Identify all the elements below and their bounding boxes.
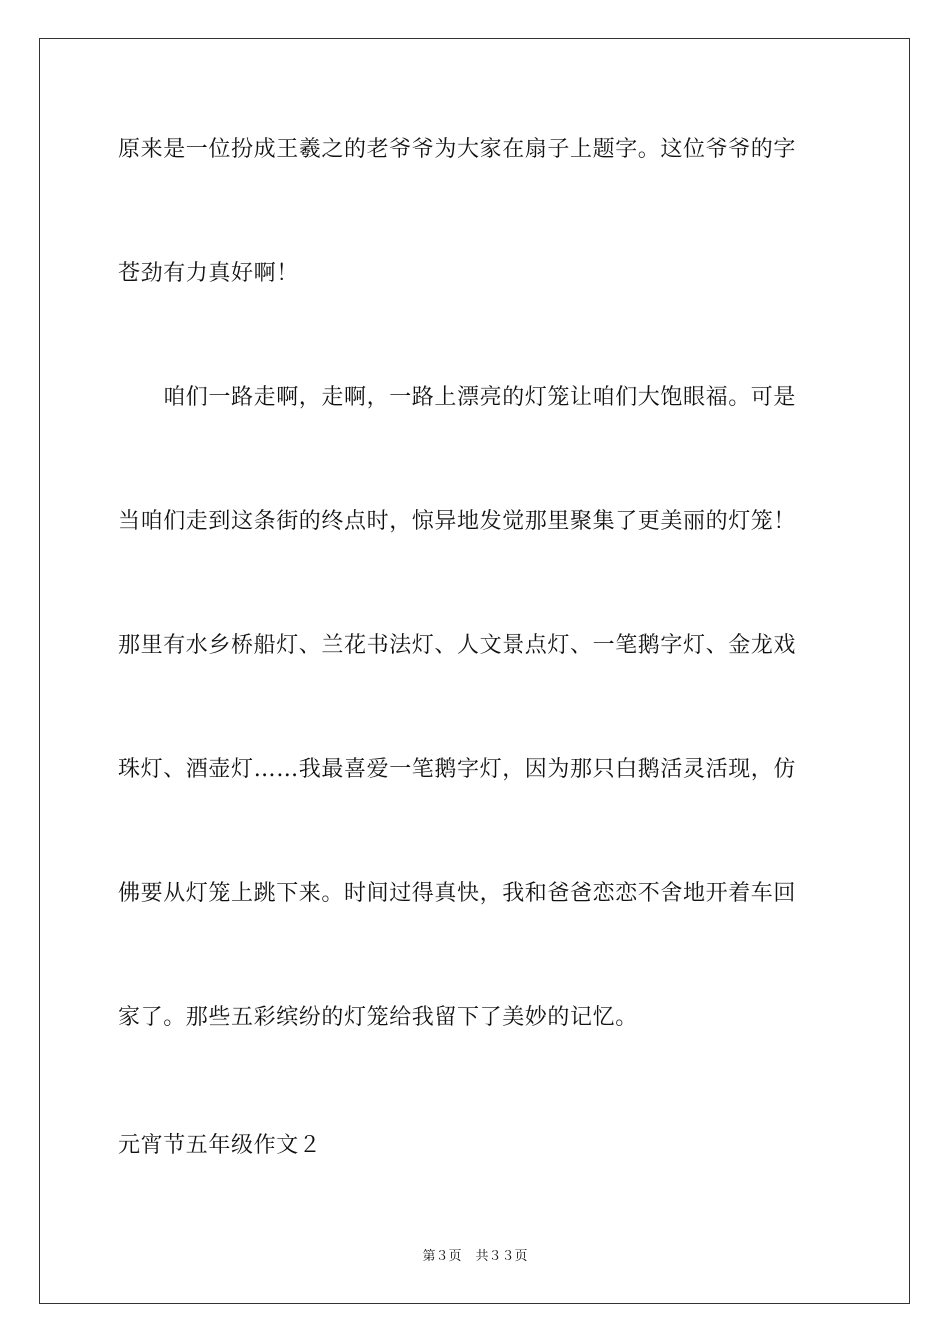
paragraph-line-4: 当咱们走到这条街的终点时，惊异地发觉那里聚集了更美丽的灯笼！ <box>118 509 797 534</box>
page-total: 共３３页 <box>475 1249 528 1264</box>
paragraph-line-6: 珠灯、酒壶灯……我最喜爱一笔鹅字灯，因为那只白鹅活灵活现，仿 <box>118 757 797 782</box>
paragraph-line-3: 咱们一路走啊，走啊，一路上漂亮的灯笼让咱们大饱眼福。可是 <box>118 385 797 410</box>
section-heading: 元宵节五年级作文２ <box>118 1133 322 1158</box>
paragraph-line-8: 家了。那些五彩缤纷的灯笼给我留下了美妙的记忆。 <box>118 1005 638 1030</box>
paragraph-line-7: 佛要从灯笼上跳下来。时间过得真快，我和爸爸恋恋不舍地开着车回 <box>118 881 797 906</box>
paragraph-line-2: 苍劲有力真好啊！ <box>118 261 299 286</box>
paragraph-line-1: 原来是一位扮成王羲之的老爷爷为大家在扇子上题字。这位爷爷的字 <box>118 137 797 162</box>
page-footer <box>0 1248 950 1266</box>
paragraph-line-5: 那里有水乡桥船灯、兰花书法灯、人文景点灯、一笔鹅字灯、金龙戏 <box>118 633 797 658</box>
page-border <box>39 38 910 1304</box>
page-number: 第３页 <box>422 1249 462 1264</box>
